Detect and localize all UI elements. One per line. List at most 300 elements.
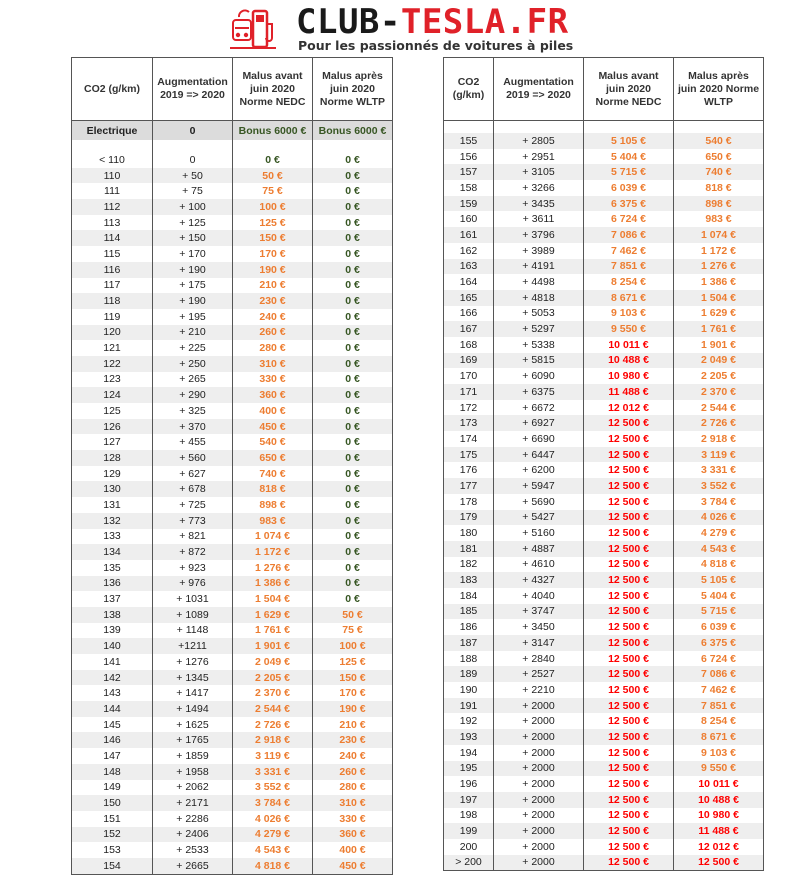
malus-wltp-cell: 8 254 € (674, 713, 764, 729)
malus-nedc-cell: 12 500 € (584, 431, 674, 447)
augmentation-cell: + 6447 (494, 447, 584, 463)
table-row (444, 196, 764, 212)
malus-nedc-cell: 4 818 € (233, 858, 313, 874)
augmentation-cell: + 725 (153, 497, 233, 513)
augmentation-cell: + 5338 (494, 337, 584, 353)
augmentation-cell: + 3450 (494, 619, 584, 635)
malus-nedc-cell: 12 500 € (584, 839, 674, 855)
augmentation-cell: + 627 (153, 466, 233, 482)
augmentation-cell: + 2000 (494, 855, 584, 871)
augmentation-cell: + 265 (153, 372, 233, 388)
table-row (444, 180, 764, 196)
table-row (72, 246, 393, 262)
malus-nedc-cell: 11 488 € (584, 384, 674, 400)
malus-wltp-cell: 0 € (313, 497, 393, 513)
column-header-malus-wltp: Malus après juin 2020 Norme WLTP (313, 58, 393, 121)
table-row (444, 557, 764, 573)
malus-wltp-cell: 4 279 € (674, 525, 764, 541)
table-row (72, 748, 393, 764)
co2-cell: 126 (72, 419, 153, 435)
malus-wltp-cell: 0 € (313, 230, 393, 246)
co2-cell: 117 (72, 278, 153, 294)
augmentation-cell: + 3796 (494, 227, 584, 243)
malus-wltp-cell: 360 € (313, 827, 393, 843)
brand-title (296, 2, 569, 42)
malus-wltp-cell: 4 818 € (674, 557, 764, 573)
table-row (444, 447, 764, 463)
co2-cell: 150 (72, 795, 153, 811)
malus-nedc-cell: 330 € (233, 372, 313, 388)
co2-cell: 119 (72, 309, 153, 325)
malus-nedc-cell: 2 544 € (233, 701, 313, 717)
malus-wltp-cell: 9 103 € (674, 745, 764, 761)
malus-nedc-cell: 8 671 € (584, 290, 674, 306)
augmentation-cell: + 370 (153, 419, 233, 435)
malus-wltp-cell: 0 € (313, 576, 393, 592)
co2-cell: 116 (72, 262, 153, 278)
malus-wltp-cell: 310 € (313, 795, 393, 811)
augmentation-cell: + 1417 (153, 685, 233, 701)
malus-nedc-cell: 240 € (233, 309, 313, 325)
augmentation-cell: + 872 (153, 544, 233, 560)
co2-cell: 200 (444, 839, 494, 855)
malus-nedc-cell: 12 500 € (584, 682, 674, 698)
malus-nedc-cell: 2 049 € (233, 654, 313, 670)
malus-wltp-cell: 1 386 € (674, 274, 764, 290)
augmentation-cell: + 3989 (494, 243, 584, 259)
augmentation-cell: + 2000 (494, 698, 584, 714)
malus-nedc-cell: 7 462 € (584, 243, 674, 259)
malus-nedc-cell: Bonus 6000 € (233, 121, 313, 141)
malus-nedc-cell: 2 918 € (233, 732, 313, 748)
table-row (444, 855, 764, 871)
malus-nedc-cell: 12 500 € (584, 462, 674, 478)
malus-nedc-cell: 12 500 € (584, 604, 674, 620)
malus-nedc-cell: 12 012 € (584, 400, 674, 416)
malus-wltp-cell: 1 901 € (674, 337, 764, 353)
malus-wltp-cell: 10 488 € (674, 792, 764, 808)
table-header-row (444, 58, 764, 121)
table-row (444, 666, 764, 682)
co2-cell: 193 (444, 729, 494, 745)
table-row (72, 827, 393, 843)
malus-nedc-cell: 400 € (233, 403, 313, 419)
co2-cell: 169 (444, 353, 494, 369)
table-row (444, 604, 764, 620)
malus-wltp-cell: 10 011 € (674, 776, 764, 792)
table-row (444, 321, 764, 337)
co2-cell: 167 (444, 321, 494, 337)
malus-nedc-cell: 12 500 € (584, 729, 674, 745)
augmentation-cell: + 2000 (494, 808, 584, 824)
augmentation-cell: + 2000 (494, 729, 584, 745)
malus-nedc-cell: 125 € (233, 215, 313, 231)
co2-cell: 143 (72, 685, 153, 701)
augmentation-cell: + 3147 (494, 635, 584, 651)
augmentation-cell: + 5160 (494, 525, 584, 541)
co2-cell: 181 (444, 541, 494, 557)
malus-nedc-cell: 1 074 € (233, 529, 313, 545)
co2-cell: 175 (444, 447, 494, 463)
table-row (72, 732, 393, 748)
co2-cell: 112 (72, 199, 153, 215)
malus-nedc-cell: 9 103 € (584, 306, 674, 322)
augmentation-cell: + 3611 (494, 211, 584, 227)
malus-wltp-cell: 0 € (313, 560, 393, 576)
malus-wltp-cell: 0 € (313, 199, 393, 215)
co2-cell: 123 (72, 372, 153, 388)
co2-cell: 173 (444, 415, 494, 431)
malus-wltp-cell: 0 € (313, 340, 393, 356)
co2-cell: 132 (72, 513, 153, 529)
table-row (72, 654, 393, 670)
augmentation-cell: + 2406 (153, 827, 233, 843)
malus-wltp-cell: 2 370 € (674, 384, 764, 400)
malus-wltp-cell: Bonus 6000 € (313, 121, 393, 141)
co2-cell: Electrique (72, 121, 153, 141)
malus-wltp-cell: 0 € (313, 215, 393, 231)
malus-nedc-cell: 12 500 € (584, 713, 674, 729)
augmentation-cell: + 3435 (494, 196, 584, 212)
malus-nedc-cell: 818 € (233, 481, 313, 497)
malus-nedc-cell: 12 500 € (584, 823, 674, 839)
malus-nedc-cell: 1 901 € (233, 638, 313, 654)
table-row (444, 776, 764, 792)
column-header-augmentation: Augmentation 2019 => 2020 (153, 58, 233, 121)
table-row (444, 510, 764, 526)
co2-cell: 127 (72, 434, 153, 450)
table-row-electrique (72, 121, 393, 141)
co2-cell: 172 (444, 400, 494, 416)
table-row (444, 164, 764, 180)
table-row (72, 607, 393, 623)
co2-cell: 145 (72, 717, 153, 733)
malus-nedc-cell: 210 € (233, 278, 313, 294)
augmentation-cell: + 195 (153, 309, 233, 325)
table-row (444, 635, 764, 651)
table-row (444, 384, 764, 400)
table-row (444, 651, 764, 667)
malus-nedc-cell: 12 500 € (584, 510, 674, 526)
malus-wltp-cell: 0 € (313, 466, 393, 482)
table-row (72, 670, 393, 686)
column-header-malus-nedc: Malus avant juin 2020 Norme NEDC (233, 58, 313, 121)
augmentation-cell: + 100 (153, 199, 233, 215)
malus-wltp-cell: 260 € (313, 764, 393, 780)
co2-cell: 182 (444, 557, 494, 573)
malus-wltp-cell: 2 544 € (674, 400, 764, 416)
table-row (72, 638, 393, 654)
augmentation-cell: + 50 (153, 168, 233, 184)
table-row (72, 780, 393, 796)
table-row (72, 419, 393, 435)
augmentation-cell: + 5690 (494, 494, 584, 510)
table-row (444, 415, 764, 431)
malus-wltp-cell: 450 € (313, 858, 393, 874)
co2-cell: 155 (444, 133, 494, 149)
table-row (444, 572, 764, 588)
table-row (72, 513, 393, 529)
malus-wltp-cell: 0 € (313, 419, 393, 435)
co2-cell: 149 (72, 780, 153, 796)
malus-wltp-cell: 4 026 € (674, 510, 764, 526)
malus-wltp-cell: 9 550 € (674, 761, 764, 777)
augmentation-cell: + 170 (153, 246, 233, 262)
malus-nedc-cell: 12 500 € (584, 572, 674, 588)
table-row (72, 183, 393, 199)
malus-wltp-cell: 50 € (313, 607, 393, 623)
co2-cell: 183 (444, 572, 494, 588)
augmentation-cell: + 1089 (153, 607, 233, 623)
table-row (444, 619, 764, 635)
malus-nedc-cell: 12 500 € (584, 541, 674, 557)
malus-nedc-cell: 12 500 € (584, 698, 674, 714)
malus-wltp-cell: 4 543 € (674, 541, 764, 557)
malus-nedc-cell: 150 € (233, 230, 313, 246)
malus-nedc-cell: 170 € (233, 246, 313, 262)
malus-nedc-cell: 12 500 € (584, 666, 674, 682)
malus-wltp-cell: 0 € (313, 278, 393, 294)
malus-nedc-cell: 5 105 € (584, 133, 674, 149)
augmentation-cell: + 2000 (494, 823, 584, 839)
co2-cell: 146 (72, 732, 153, 748)
malus-table-left (71, 57, 393, 875)
malus-wltp-cell: 3 119 € (674, 447, 764, 463)
co2-cell: 174 (444, 431, 494, 447)
malus-wltp-cell: 2 049 € (674, 353, 764, 369)
malus-nedc-cell: 5 404 € (584, 149, 674, 165)
table-row (444, 839, 764, 855)
table-row (444, 290, 764, 306)
malus-nedc-cell: 6 039 € (584, 180, 674, 196)
co2-cell: 179 (444, 510, 494, 526)
malus-wltp-cell: 6 039 € (674, 619, 764, 635)
augmentation-cell: + 5053 (494, 306, 584, 322)
malus-nedc-cell: 12 500 € (584, 619, 674, 635)
column-header-co2: CO2 (g/km) (444, 58, 494, 121)
malus-nedc-cell: 2 726 € (233, 717, 313, 733)
co2-cell: 152 (72, 827, 153, 843)
malus-nedc-cell: 190 € (233, 262, 313, 278)
co2-cell: 135 (72, 560, 153, 576)
co2-cell: 138 (72, 607, 153, 623)
malus-wltp-cell: 0 € (313, 356, 393, 372)
malus-wltp-cell: 0 € (313, 246, 393, 262)
malus-wltp-cell: 6 724 € (674, 651, 764, 667)
malus-wltp-cell: 1 276 € (674, 259, 764, 275)
augmentation-cell: + 678 (153, 481, 233, 497)
co2-cell: 189 (444, 666, 494, 682)
augmentation-cell: + 4610 (494, 557, 584, 573)
co2-cell: 136 (72, 576, 153, 592)
table-row (72, 466, 393, 482)
augmentation-cell: + 225 (153, 340, 233, 356)
malus-wltp-cell: 0 € (313, 168, 393, 184)
malus-wltp-cell: 0 € (313, 325, 393, 341)
co2-cell: 187 (444, 635, 494, 651)
table-row (444, 353, 764, 369)
malus-nedc-cell: 12 500 € (584, 745, 674, 761)
malus-wltp-cell: 12 012 € (674, 839, 764, 855)
co2-cell: 195 (444, 761, 494, 777)
malus-nedc-cell: 3 784 € (233, 795, 313, 811)
malus-wltp-cell: 2 918 € (674, 431, 764, 447)
augmentation-cell: + 976 (153, 576, 233, 592)
augmentation-cell: + 5427 (494, 510, 584, 526)
table-row (444, 259, 764, 275)
malus-nedc-cell: 12 500 € (584, 651, 674, 667)
table-row (72, 544, 393, 560)
table-row (444, 337, 764, 353)
table-row (444, 133, 764, 149)
augmentation-cell: + 4498 (494, 274, 584, 290)
co2-cell: 133 (72, 529, 153, 545)
augmentation-cell: +1211 (153, 638, 233, 654)
table-row (72, 372, 393, 388)
co2-cell: 140 (72, 638, 153, 654)
co2-cell: 131 (72, 497, 153, 513)
malus-wltp-cell: 5 715 € (674, 604, 764, 620)
malus-wltp-cell: 280 € (313, 780, 393, 796)
malus-nedc-cell: 6 375 € (584, 196, 674, 212)
malus-nedc-cell: 12 500 € (584, 588, 674, 604)
malus-wltp-cell: 0 € (313, 183, 393, 199)
malus-nedc-cell: 0 € (233, 152, 313, 168)
table-row (444, 823, 764, 839)
table-row (444, 525, 764, 541)
malus-nedc-cell: 4 543 € (233, 842, 313, 858)
malus-wltp-cell: 8 671 € (674, 729, 764, 745)
co2-cell: 157 (444, 164, 494, 180)
augmentation-cell: + 5815 (494, 353, 584, 369)
malus-wltp-cell: 7 851 € (674, 698, 764, 714)
malus-nedc-cell: 12 500 € (584, 447, 674, 463)
co2-cell: 122 (72, 356, 153, 372)
malus-wltp-cell: 0 € (313, 481, 393, 497)
malus-nedc-cell: 12 500 € (584, 478, 674, 494)
table-row (444, 400, 764, 416)
malus-nedc-cell: 12 500 € (584, 761, 674, 777)
spacer-row (72, 140, 393, 152)
augmentation-cell: + 2527 (494, 666, 584, 682)
augmentation-cell: + 190 (153, 262, 233, 278)
malus-wltp-cell: 1 761 € (674, 321, 764, 337)
co2-cell: 110 (72, 168, 153, 184)
table-row (444, 306, 764, 322)
malus-nedc-cell: 4 279 € (233, 827, 313, 843)
malus-wltp-cell: 3 552 € (674, 478, 764, 494)
co2-cell: 114 (72, 230, 153, 246)
malus-nedc-cell: 1 504 € (233, 591, 313, 607)
augmentation-cell: + 2951 (494, 149, 584, 165)
co2-cell: 142 (72, 670, 153, 686)
co2-cell: 163 (444, 259, 494, 275)
table-row (72, 481, 393, 497)
malus-nedc-cell: 650 € (233, 450, 313, 466)
co2-cell: 118 (72, 293, 153, 309)
table-row (444, 682, 764, 698)
malus-nedc-cell: 1 276 € (233, 560, 313, 576)
malus-wltp-cell: 0 € (313, 372, 393, 388)
table-row (444, 588, 764, 604)
malus-wltp-cell: 5 105 € (674, 572, 764, 588)
augmentation-cell: + 2000 (494, 713, 584, 729)
malus-nedc-cell: 12 500 € (584, 525, 674, 541)
co2-cell: 128 (72, 450, 153, 466)
table-row (72, 262, 393, 278)
table-row (72, 811, 393, 827)
malus-nedc-cell: 230 € (233, 293, 313, 309)
augmentation-cell: + 1765 (153, 732, 233, 748)
co2-cell: 191 (444, 698, 494, 714)
malus-nedc-cell: 1 629 € (233, 607, 313, 623)
malus-nedc-cell: 360 € (233, 387, 313, 403)
malus-wltp-cell: 170 € (313, 685, 393, 701)
table-row (72, 842, 393, 858)
augmentation-cell: + 3747 (494, 604, 584, 620)
malus-nedc-cell: 12 500 € (584, 557, 674, 573)
co2-cell: 161 (444, 227, 494, 243)
augmentation-cell: + 3266 (494, 180, 584, 196)
augmentation-cell: + 210 (153, 325, 233, 341)
co2-cell: 188 (444, 651, 494, 667)
table-row (444, 729, 764, 745)
co2-cell: > 200 (444, 855, 494, 871)
co2-cell: 129 (72, 466, 153, 482)
augmentation-cell: + 2840 (494, 651, 584, 667)
malus-nedc-cell: 50 € (233, 168, 313, 184)
augmentation-cell: + 2062 (153, 780, 233, 796)
augmentation-cell: + 175 (153, 278, 233, 294)
table-row (72, 497, 393, 513)
malus-nedc-cell: 10 011 € (584, 337, 674, 353)
co2-cell: < 110 (72, 152, 153, 168)
augmentation-cell: + 4818 (494, 290, 584, 306)
malus-nedc-cell: 12 500 € (584, 855, 674, 871)
co2-cell: 185 (444, 604, 494, 620)
malus-wltp-cell: 10 980 € (674, 808, 764, 824)
malus-wltp-cell: 150 € (313, 670, 393, 686)
malus-nedc-cell: 898 € (233, 497, 313, 513)
malus-nedc-cell: 4 026 € (233, 811, 313, 827)
malus-nedc-cell: 7 851 € (584, 259, 674, 275)
malus-wltp-cell: 2 726 € (674, 415, 764, 431)
augmentation-cell: + 1276 (153, 654, 233, 670)
co2-cell: 144 (72, 701, 153, 717)
table-row (444, 462, 764, 478)
co2-cell: 192 (444, 713, 494, 729)
co2-cell: 197 (444, 792, 494, 808)
table-row (444, 808, 764, 824)
co2-cell: 121 (72, 340, 153, 356)
malus-nedc-cell: 1 172 € (233, 544, 313, 560)
augmentation-cell: + 1625 (153, 717, 233, 733)
table-row (72, 434, 393, 450)
table-row (72, 450, 393, 466)
malus-nedc-cell: 12 500 € (584, 635, 674, 651)
column-header-augmentation: Augmentation 2019 => 2020 (494, 58, 584, 121)
malus-wltp-cell: 2 205 € (674, 368, 764, 384)
table-row (72, 230, 393, 246)
augmentation-cell: + 2000 (494, 745, 584, 761)
malus-wltp-cell: 983 € (674, 211, 764, 227)
malus-wltp-cell: 1 504 € (674, 290, 764, 306)
augmentation-cell: + 250 (153, 356, 233, 372)
malus-nedc-cell: 6 724 € (584, 211, 674, 227)
augmentation-cell: 0 (153, 152, 233, 168)
augmentation-cell: + 6672 (494, 400, 584, 416)
table-row (72, 199, 393, 215)
